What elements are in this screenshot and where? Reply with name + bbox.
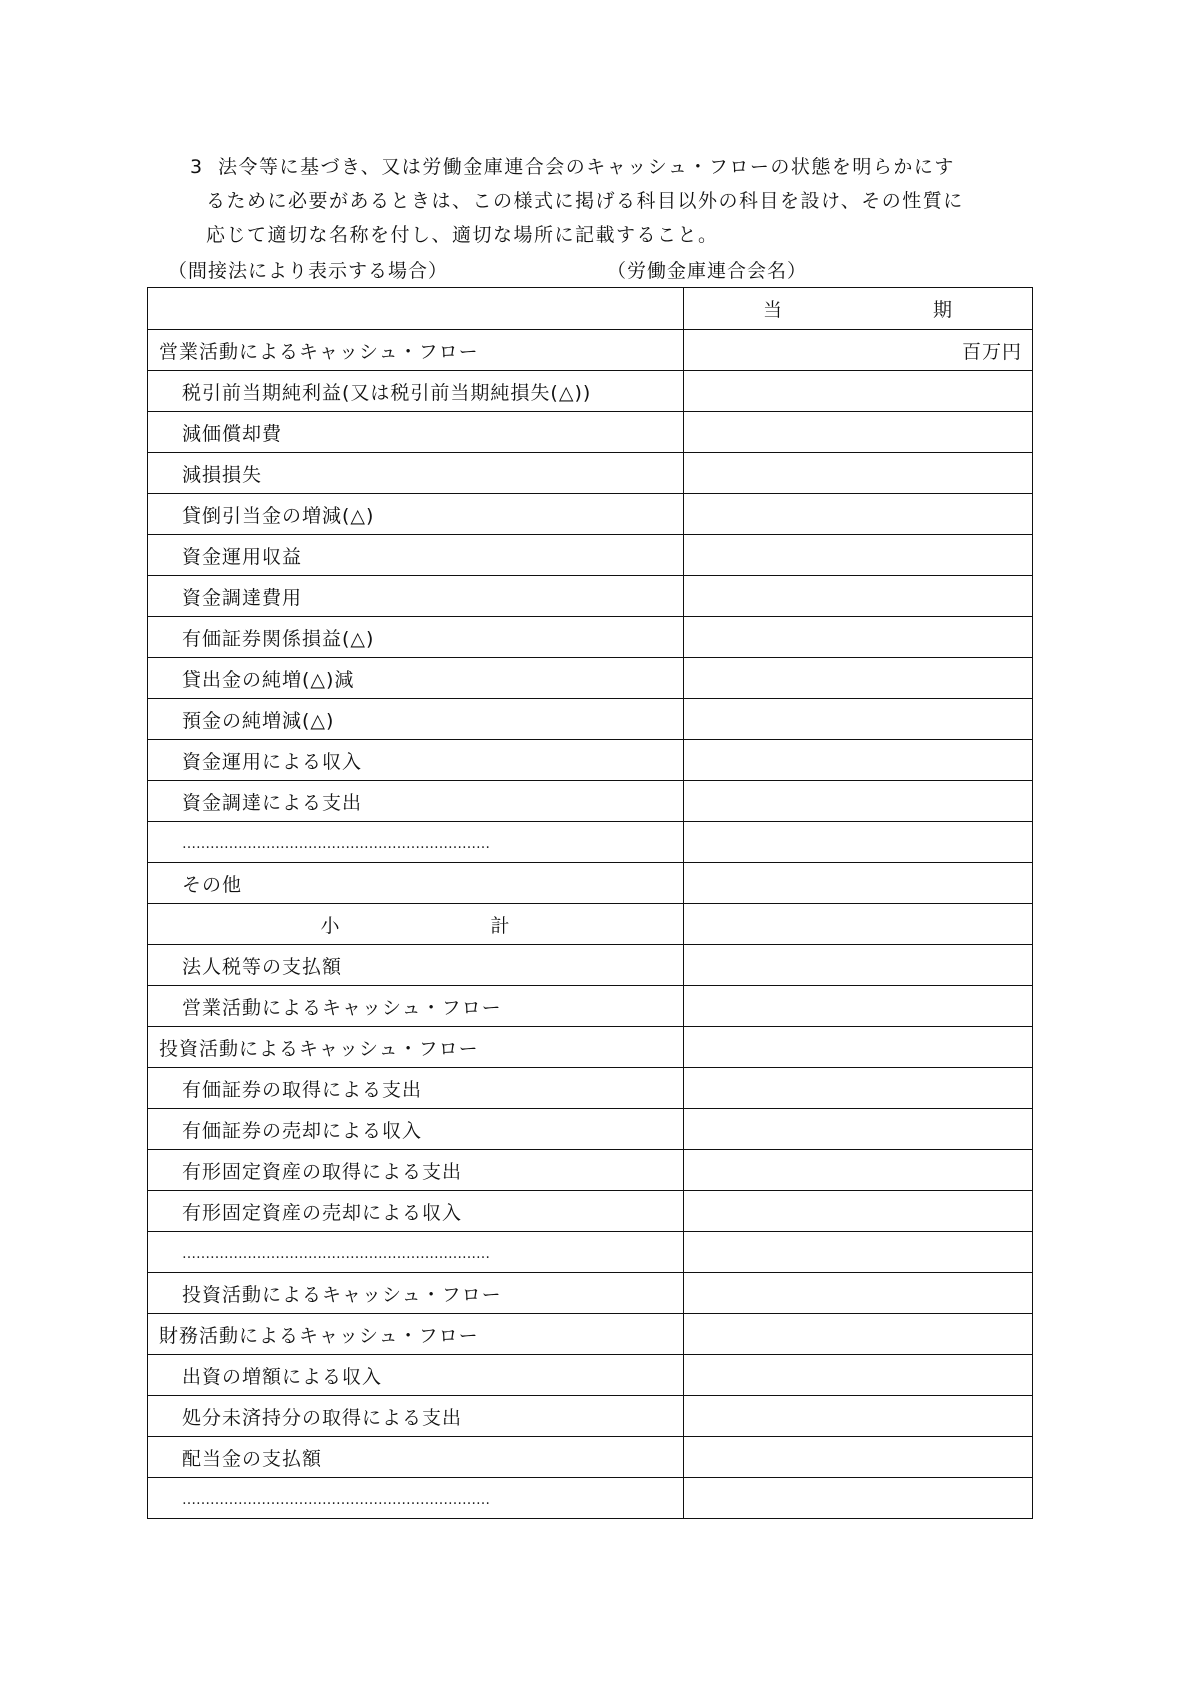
row-value-cell[interactable] xyxy=(684,863,1033,904)
table-row xyxy=(148,1068,1033,1109)
row-value-cell[interactable] xyxy=(684,617,1033,658)
note-line-3: 応じて適切な名称を付し、適切な場所に記載すること。 xyxy=(206,224,719,246)
row-value-cell[interactable] xyxy=(684,1027,1033,1068)
table-row xyxy=(148,986,1033,1027)
table-row xyxy=(148,740,1033,781)
row-label-cell: 営業活動によるキャッシュ・フロー xyxy=(148,330,684,371)
row-label-cell: 税引前当期純利益(又は税引前当期純損失(△)) xyxy=(148,371,684,412)
table-row xyxy=(148,412,1033,453)
table-header-row xyxy=(148,288,1033,330)
table-row xyxy=(148,863,1033,904)
row-label-cell: 貸倒引当金の増減(△) xyxy=(148,494,684,535)
table-row xyxy=(148,822,1033,863)
row-value-cell[interactable] xyxy=(684,1355,1033,1396)
table-row xyxy=(148,1232,1033,1273)
row-value-cell[interactable]: 百万円 xyxy=(684,330,1033,371)
row-value-cell[interactable] xyxy=(684,945,1033,986)
row-value-cell[interactable] xyxy=(684,1478,1033,1519)
row-label-cell xyxy=(148,1232,684,1273)
row-value-cell[interactable] xyxy=(684,1232,1033,1273)
header-label-cell xyxy=(148,288,684,330)
row-label-cell: 投資活動によるキャッシュ・フロー xyxy=(148,1027,684,1068)
note-line-1: 3 法令等に基づき、又は労働金庫連合会のキャッシュ・フローの状態を明らかにす xyxy=(190,150,1030,184)
row-value-cell[interactable] xyxy=(684,412,1033,453)
row-label-cell xyxy=(148,1478,684,1519)
table-row xyxy=(148,1437,1033,1478)
row-value-cell[interactable] xyxy=(684,1068,1033,1109)
table-row xyxy=(148,1355,1033,1396)
org-name-caption: （労働金庫連合会名） xyxy=(607,260,808,282)
row-label-cell: 財務活動によるキャッシュ・フロー xyxy=(148,1314,684,1355)
row-value-cell[interactable] xyxy=(684,1273,1033,1314)
table-row xyxy=(148,1150,1033,1191)
header-period-cell: 当 期 xyxy=(684,288,1033,330)
table-row xyxy=(148,1273,1033,1314)
row-label-cell: 資金調達による支出 xyxy=(148,781,684,822)
row-label-cell: 法人税等の支払額 xyxy=(148,945,684,986)
note-number: 3 xyxy=(190,156,204,178)
row-label-cell: 減価償却費 xyxy=(148,412,684,453)
row-value-cell[interactable] xyxy=(684,781,1033,822)
row-label-cell: 有価証券の取得による支出 xyxy=(148,1068,684,1109)
row-value-cell[interactable] xyxy=(684,576,1033,617)
row-value-cell[interactable] xyxy=(684,1437,1033,1478)
row-value-cell[interactable] xyxy=(684,453,1033,494)
row-label-cell: 処分未済持分の取得による支出 xyxy=(148,1396,684,1437)
table-row xyxy=(148,535,1033,576)
table-row xyxy=(148,330,1033,371)
table-row xyxy=(148,371,1033,412)
row-label-cell: 減損損失 xyxy=(148,453,684,494)
table-row xyxy=(148,576,1033,617)
ellipsis-placeholder: ………………………………………………………… xyxy=(182,836,490,852)
table-row xyxy=(148,945,1033,986)
table-row xyxy=(148,1478,1033,1519)
table-row xyxy=(148,1314,1033,1355)
row-label-cell: 営業活動によるキャッシュ・フロー xyxy=(148,986,684,1027)
row-value-cell[interactable] xyxy=(684,1191,1033,1232)
row-value-cell[interactable] xyxy=(684,1109,1033,1150)
note-line-2: るために必要があるときは、この様式に掲げる科目以外の科目を設け、その性質に xyxy=(206,190,964,212)
row-value-cell[interactable] xyxy=(684,1150,1033,1191)
row-value-cell[interactable] xyxy=(684,494,1033,535)
row-value-cell[interactable] xyxy=(684,986,1033,1027)
row-value-cell[interactable] xyxy=(684,699,1033,740)
row-label-cell: 預金の純増減(△) xyxy=(148,699,684,740)
table-row xyxy=(148,658,1033,699)
row-value-cell[interactable] xyxy=(684,658,1033,699)
ellipsis-placeholder: ………………………………………………………… xyxy=(182,1246,490,1262)
row-label-cell: 資金運用収益 xyxy=(148,535,684,576)
row-label-cell: 有価証券の売却による収入 xyxy=(148,1109,684,1150)
table-row xyxy=(148,1191,1033,1232)
instruction-note xyxy=(190,150,1030,252)
method-caption: （間接法により表示する場合） xyxy=(168,260,449,282)
row-label-cell: 投資活動によるキャッシュ・フロー xyxy=(148,1273,684,1314)
row-label-cell: 配当金の支払額 xyxy=(148,1437,684,1478)
table-row xyxy=(148,781,1033,822)
table-row xyxy=(148,1027,1033,1068)
row-value-cell[interactable] xyxy=(684,535,1033,576)
table-row xyxy=(148,904,1033,945)
row-value-cell[interactable] xyxy=(684,1314,1033,1355)
table-row xyxy=(148,699,1033,740)
table-row xyxy=(148,1109,1033,1150)
row-label-cell: 貸出金の純増(△)減 xyxy=(148,658,684,699)
table-row xyxy=(148,1396,1033,1437)
table-row xyxy=(148,617,1033,658)
row-value-cell[interactable] xyxy=(684,1396,1033,1437)
row-label-cell xyxy=(148,822,684,863)
row-label-cell: 資金運用による収入 xyxy=(148,740,684,781)
ellipsis-placeholder: ………………………………………………………… xyxy=(182,1492,490,1508)
row-label-cell: 資金調達費用 xyxy=(148,576,684,617)
row-label-cell: その他 xyxy=(148,863,684,904)
row-label-cell: 有形固定資産の取得による支出 xyxy=(148,1150,684,1191)
row-value-cell[interactable] xyxy=(684,740,1033,781)
subtotal-label-cell: 小 計 xyxy=(148,904,684,945)
row-label-cell: 有価証券関係損益(△) xyxy=(148,617,684,658)
row-value-cell[interactable] xyxy=(684,904,1033,945)
cash-flow-table xyxy=(147,287,1033,1519)
row-label-cell: 有形固定資産の売却による収入 xyxy=(148,1191,684,1232)
row-value-cell[interactable] xyxy=(684,822,1033,863)
table-row xyxy=(148,453,1033,494)
row-value-cell[interactable] xyxy=(684,371,1033,412)
table-row xyxy=(148,494,1033,535)
row-label-cell: 出資の増額による収入 xyxy=(148,1355,684,1396)
